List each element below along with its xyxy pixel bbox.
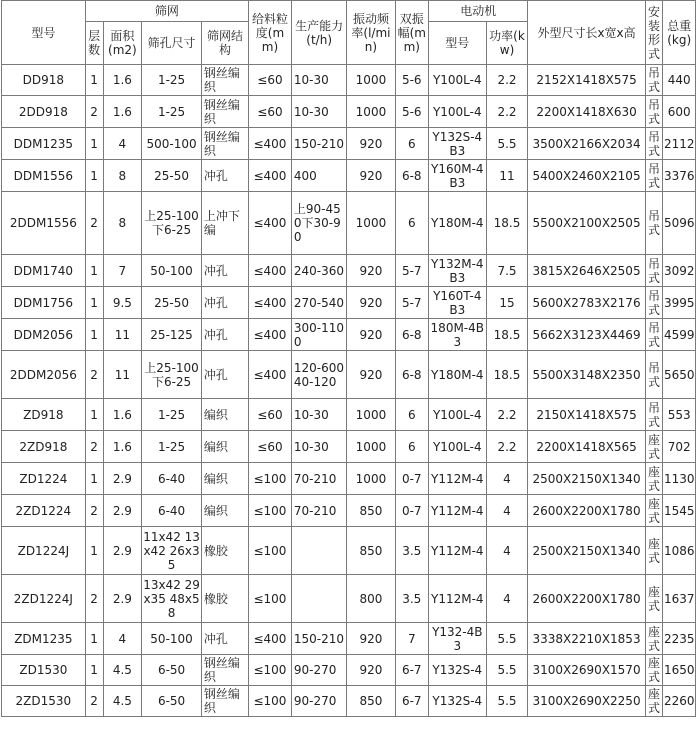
cell-weight: 553 [663,399,696,431]
cell-motor-model: 180M-4B3 [429,319,487,351]
cell-motor-model: Y100L-4 [429,399,487,431]
cell-motor-model: Y160T-4B3 [429,287,487,319]
header-screen-group: 筛网 [85,1,248,22]
cell-dimensions: 2500X2150X1340 [528,463,645,495]
cell-vib-freq: 920 [347,128,395,160]
cell-area: 1.6 [103,431,142,463]
cell-power: 18.5 [486,351,528,399]
cell-power: 7.5 [486,255,528,287]
cell-dimensions: 2152X1418X575 [528,65,645,96]
cell-power: 2.2 [486,399,528,431]
table-row [2,655,696,686]
cell-amplitude: 6-8 [395,351,428,399]
cell-hole-size: 1-25 [142,399,202,431]
cell-feed-size: ≤60 [249,431,292,463]
cell-layers: 2 [85,495,103,527]
table-row [2,319,696,351]
cell-amplitude: 6 [395,431,428,463]
cell-amplitude: 3.5 [395,575,428,623]
cell-power: 18.5 [486,319,528,351]
cell-vib-freq: 850 [347,495,395,527]
cell-vib-freq: 1000 [347,399,395,431]
header-amplitude: 双振幅(mm) [395,1,428,65]
cell-screen-structure: 钢丝编织 [201,655,248,686]
cell-amplitude: 6-7 [395,686,428,717]
cell-hole-size: 1-25 [142,431,202,463]
cell-weight: 702 [663,431,696,463]
cell-install: 吊式 [645,287,663,319]
cell-layers: 2 [85,431,103,463]
cell-amplitude: 6 [395,192,428,255]
table-row [2,160,696,192]
table-row [2,96,696,128]
cell-capacity: 90-270 [291,655,346,686]
cell-hole-size: 11x42 13x42 26x35 [142,527,202,575]
cell-feed-size: ≤100 [249,686,292,717]
cell-dimensions: 2200X1418X565 [528,431,645,463]
cell-layers: 1 [85,160,103,192]
cell-capacity [291,575,346,623]
cell-weight: 1650 [663,655,696,686]
cell-feed-size: ≤100 [249,495,292,527]
cell-install: 吊式 [645,160,663,192]
cell-area: 1.6 [103,399,142,431]
cell-dimensions: 2500X2150X1340 [528,527,645,575]
cell-dimensions: 3815X2646X2505 [528,255,645,287]
cell-screen-structure: 冲孔 [201,287,248,319]
cell-capacity: 70-210 [291,463,346,495]
cell-dimensions: 3100X2690X1570 [528,655,645,686]
cell-area: 1.6 [103,96,142,128]
cell-install: 座式 [645,495,663,527]
spec-table [1,0,696,717]
cell-capacity: 150-210 [291,623,346,655]
cell-vib-freq: 920 [347,160,395,192]
cell-area: 11 [103,351,142,399]
cell-amplitude: 0-7 [395,463,428,495]
cell-vib-freq: 1000 [347,65,395,96]
cell-feed-size: ≤400 [249,255,292,287]
cell-install: 吊式 [645,128,663,160]
cell-vib-freq: 920 [347,623,395,655]
cell-install: 座式 [645,655,663,686]
cell-power: 18.5 [486,192,528,255]
cell-amplitude: 7 [395,623,428,655]
cell-vib-freq: 850 [347,686,395,717]
cell-amplitude: 5-6 [395,96,428,128]
cell-layers: 2 [85,192,103,255]
cell-model: DDM1740 [2,255,86,287]
cell-model: ZD1530 [2,655,86,686]
cell-screen-structure: 编织 [201,399,248,431]
cell-weight: 1545 [663,495,696,527]
cell-power: 5.5 [486,128,528,160]
cell-motor-model: Y132-4B3 [429,623,487,655]
cell-vib-freq: 800 [347,575,395,623]
table-row [2,686,696,717]
cell-capacity: 上90-450下30-90 [291,192,346,255]
cell-motor-model: Y180M-4 [429,192,487,255]
cell-motor-model: Y132S-4B3 [429,128,487,160]
cell-install: 座式 [645,686,663,717]
cell-screen-structure: 橡胶 [201,575,248,623]
cell-layers: 1 [85,463,103,495]
cell-area: 2.9 [103,495,142,527]
cell-capacity: 120-600 40-120 [291,351,346,399]
table-row [2,287,696,319]
cell-motor-model: Y112M-4 [429,463,487,495]
cell-layers: 1 [85,655,103,686]
cell-install: 座式 [645,431,663,463]
cell-feed-size: ≤100 [249,527,292,575]
cell-model: 2DDM2056 [2,351,86,399]
cell-install: 吊式 [645,351,663,399]
cell-weight: 5650 [663,351,696,399]
cell-area: 2.9 [103,463,142,495]
cell-hole-size: 上25-100下6-25 [142,192,202,255]
cell-motor-model: Y132S-4 [429,686,487,717]
header-vib-freq: 振动频率(l/min) [347,1,395,65]
cell-layers: 2 [85,351,103,399]
cell-install: 座式 [645,623,663,655]
cell-area: 2.9 [103,575,142,623]
cell-capacity: 240-360 [291,255,346,287]
header-screen-structure: 筛网结构 [201,22,248,65]
cell-amplitude: 5-7 [395,287,428,319]
cell-power: 4 [486,463,528,495]
cell-motor-model: Y112M-4 [429,575,487,623]
header-dimensions: 外型尺寸长x宽x高 [528,1,645,65]
cell-screen-structure: 橡胶 [201,527,248,575]
cell-vib-freq: 920 [347,655,395,686]
cell-motor-model: Y132S-4 [429,655,487,686]
header-model: 型号 [2,1,86,65]
cell-capacity: 10-30 [291,399,346,431]
header-row-1 [2,1,696,22]
cell-area: 4.5 [103,686,142,717]
cell-layers: 1 [85,623,103,655]
cell-install: 座式 [645,527,663,575]
header-hole-size: 筛孔尺寸 [142,22,202,65]
cell-feed-size: ≤400 [249,287,292,319]
cell-hole-size: 上25-100下6-25 [142,351,202,399]
cell-power: 4 [486,495,528,527]
cell-weight: 3995 [663,287,696,319]
cell-area: 7 [103,255,142,287]
cell-model: 2DD918 [2,96,86,128]
cell-feed-size: ≤400 [249,192,292,255]
header-capacity: 生产能力(t/h) [291,1,346,65]
cell-power: 4 [486,575,528,623]
cell-hole-size: 500-100 [142,128,202,160]
cell-hole-size: 6-50 [142,655,202,686]
cell-power: 4 [486,527,528,575]
cell-feed-size: ≤60 [249,96,292,128]
cell-capacity: 400 [291,160,346,192]
cell-vib-freq: 850 [347,527,395,575]
cell-weight: 600 [663,96,696,128]
cell-model: DDM2056 [2,319,86,351]
cell-dimensions: 3100X2690X2250 [528,686,645,717]
cell-layers: 1 [85,255,103,287]
cell-weight: 440 [663,65,696,96]
cell-dimensions: 5400X2460X2105 [528,160,645,192]
cell-power: 11 [486,160,528,192]
cell-dimensions: 3500X2166X2034 [528,128,645,160]
cell-layers: 2 [85,686,103,717]
cell-model: ZD1224J [2,527,86,575]
cell-hole-size: 50-100 [142,255,202,287]
cell-area: 4.5 [103,655,142,686]
cell-screen-structure: 钢丝编织 [201,686,248,717]
cell-screen-structure: 钢丝编织 [201,96,248,128]
header-weight: 总重(kg) [663,1,696,65]
cell-amplitude: 6-8 [395,319,428,351]
cell-hole-size: 50-100 [142,623,202,655]
cell-model: DD918 [2,65,86,96]
cell-vib-freq: 1000 [347,431,395,463]
cell-vib-freq: 920 [347,351,395,399]
cell-feed-size: ≤100 [249,463,292,495]
cell-vib-freq: 1000 [347,463,395,495]
header-motor-group: 电动机 [429,1,528,22]
cell-dimensions: 2150X1418X575 [528,399,645,431]
cell-amplitude: 6-8 [395,160,428,192]
cell-layers: 1 [85,287,103,319]
cell-install: 吊式 [645,399,663,431]
table-row [2,527,696,575]
cell-area: 2.9 [103,527,142,575]
cell-install: 吊式 [645,255,663,287]
cell-capacity: 270-540 [291,287,346,319]
cell-power: 15 [486,287,528,319]
cell-area: 11 [103,319,142,351]
table-row [2,128,696,160]
cell-layers: 1 [85,128,103,160]
cell-model: 2ZD1530 [2,686,86,717]
cell-install: 座式 [645,463,663,495]
cell-dimensions: 5500X2100X2505 [528,192,645,255]
cell-weight: 1086 [663,527,696,575]
cell-area: 8 [103,192,142,255]
cell-power: 5.5 [486,655,528,686]
cell-feed-size: ≤60 [249,399,292,431]
cell-model: ZDM1235 [2,623,86,655]
cell-dimensions: 5662X3123X4469 [528,319,645,351]
header-power: 功率(kw) [486,22,528,65]
table-row [2,575,696,623]
header-layers: 层数 [85,22,103,65]
cell-hole-size: 1-25 [142,96,202,128]
table-row [2,431,696,463]
cell-feed-size: ≤400 [249,351,292,399]
cell-install: 吊式 [645,192,663,255]
cell-weight: 2235 [663,623,696,655]
cell-model: ZD918 [2,399,86,431]
cell-feed-size: ≤100 [249,655,292,686]
cell-vib-freq: 920 [347,287,395,319]
cell-feed-size: ≤400 [249,319,292,351]
cell-model: DDM1235 [2,128,86,160]
cell-vib-freq: 920 [347,319,395,351]
cell-vib-freq: 1000 [347,96,395,128]
cell-motor-model: Y112M-4 [429,495,487,527]
cell-capacity: 150-210 [291,128,346,160]
cell-capacity: 10-30 [291,65,346,96]
cell-power: 5.5 [486,686,528,717]
table-row [2,351,696,399]
table-row [2,255,696,287]
cell-weight: 4599 [663,319,696,351]
cell-weight: 5096 [663,192,696,255]
cell-layers: 2 [85,575,103,623]
cell-vib-freq: 920 [347,255,395,287]
cell-weight: 1637 [663,575,696,623]
header-install: 安装形式 [645,1,663,65]
table-row [2,463,696,495]
cell-area: 9.5 [103,287,142,319]
cell-dimensions: 2600X2200X1780 [528,575,645,623]
cell-install: 吊式 [645,65,663,96]
cell-power: 2.2 [486,65,528,96]
cell-hole-size: 6-40 [142,463,202,495]
cell-area: 8 [103,160,142,192]
cell-amplitude: 6 [395,128,428,160]
cell-hole-size: 25-50 [142,287,202,319]
cell-screen-structure: 钢丝编织 [201,128,248,160]
cell-feed-size: ≤400 [249,128,292,160]
cell-screen-structure: 编织 [201,495,248,527]
cell-hole-size: 1-25 [142,65,202,96]
cell-power: 2.2 [486,96,528,128]
cell-install: 吊式 [645,96,663,128]
cell-install: 吊式 [645,319,663,351]
cell-power: 2.2 [486,431,528,463]
cell-model: 2ZD1224 [2,495,86,527]
cell-layers: 1 [85,65,103,96]
cell-model: 2DDM1556 [2,192,86,255]
cell-motor-model: Y132M-4B3 [429,255,487,287]
cell-screen-structure: 冲孔 [201,351,248,399]
cell-weight: 1130 [663,463,696,495]
cell-feed-size: ≤60 [249,65,292,96]
cell-motor-model: Y112M-4 [429,527,487,575]
cell-dimensions: 5600X2783X2176 [528,287,645,319]
cell-dimensions: 5500X3148X2350 [528,351,645,399]
cell-layers: 1 [85,527,103,575]
cell-vib-freq: 1000 [347,192,395,255]
cell-motor-model: Y100L-4 [429,96,487,128]
cell-amplitude: 0-7 [395,495,428,527]
cell-hole-size: 25-50 [142,160,202,192]
cell-model: 2ZD1224J [2,575,86,623]
cell-screen-structure: 钢丝编织 [201,65,248,96]
cell-feed-size: ≤100 [249,575,292,623]
cell-motor-model: Y180M-4 [429,351,487,399]
cell-weight: 3376 [663,160,696,192]
cell-motor-model: Y100L-4 [429,65,487,96]
cell-dimensions: 2200X1418X630 [528,96,645,128]
cell-model: 2ZD918 [2,431,86,463]
cell-amplitude: 6-7 [395,655,428,686]
cell-screen-structure: 冲孔 [201,255,248,287]
cell-screen-structure: 冲孔 [201,623,248,655]
cell-weight: 3092 [663,255,696,287]
cell-screen-structure: 编织 [201,431,248,463]
cell-screen-structure: 上冲下编 [201,192,248,255]
cell-amplitude: 6 [395,399,428,431]
cell-area: 4 [103,623,142,655]
cell-capacity: 10-30 [291,96,346,128]
cell-power: 5.5 [486,623,528,655]
cell-screen-structure: 冲孔 [201,160,248,192]
cell-screen-structure: 冲孔 [201,319,248,351]
table-row [2,65,696,96]
table-row [2,495,696,527]
cell-hole-size: 6-40 [142,495,202,527]
cell-motor-model: Y100L-4 [429,431,487,463]
cell-weight: 2260 [663,686,696,717]
cell-dimensions: 3338X2210X1853 [528,623,645,655]
cell-amplitude: 5-6 [395,65,428,96]
header-feed-size: 给料粒度(mm) [249,1,292,65]
cell-weight: 2112 [663,128,696,160]
cell-screen-structure: 编织 [201,463,248,495]
cell-amplitude: 3.5 [395,527,428,575]
header-motor-model: 型号 [429,22,487,65]
cell-motor-model: Y160M-4B3 [429,160,487,192]
cell-area: 1.6 [103,65,142,96]
cell-hole-size: 25-125 [142,319,202,351]
cell-hole-size: 6-50 [142,686,202,717]
cell-feed-size: ≤400 [249,623,292,655]
cell-layers: 2 [85,96,103,128]
cell-capacity: 10-30 [291,431,346,463]
cell-capacity: 90-270 [291,686,346,717]
cell-feed-size: ≤400 [249,160,292,192]
cell-dimensions: 2600X2200X1780 [528,495,645,527]
cell-capacity [291,527,346,575]
header-area: 面积(m2) [103,22,142,65]
cell-hole-size: 13x42 29x35 48x58 [142,575,202,623]
cell-capacity: 300-1100 [291,319,346,351]
cell-layers: 1 [85,399,103,431]
cell-layers: 1 [85,319,103,351]
cell-model: DDM1756 [2,287,86,319]
table-row [2,623,696,655]
table-row [2,192,696,255]
cell-install: 座式 [645,575,663,623]
cell-model: DDM1556 [2,160,86,192]
cell-amplitude: 5-7 [395,255,428,287]
cell-area: 4 [103,128,142,160]
cell-model: ZD1224 [2,463,86,495]
cell-capacity: 70-210 [291,495,346,527]
table-row [2,399,696,431]
